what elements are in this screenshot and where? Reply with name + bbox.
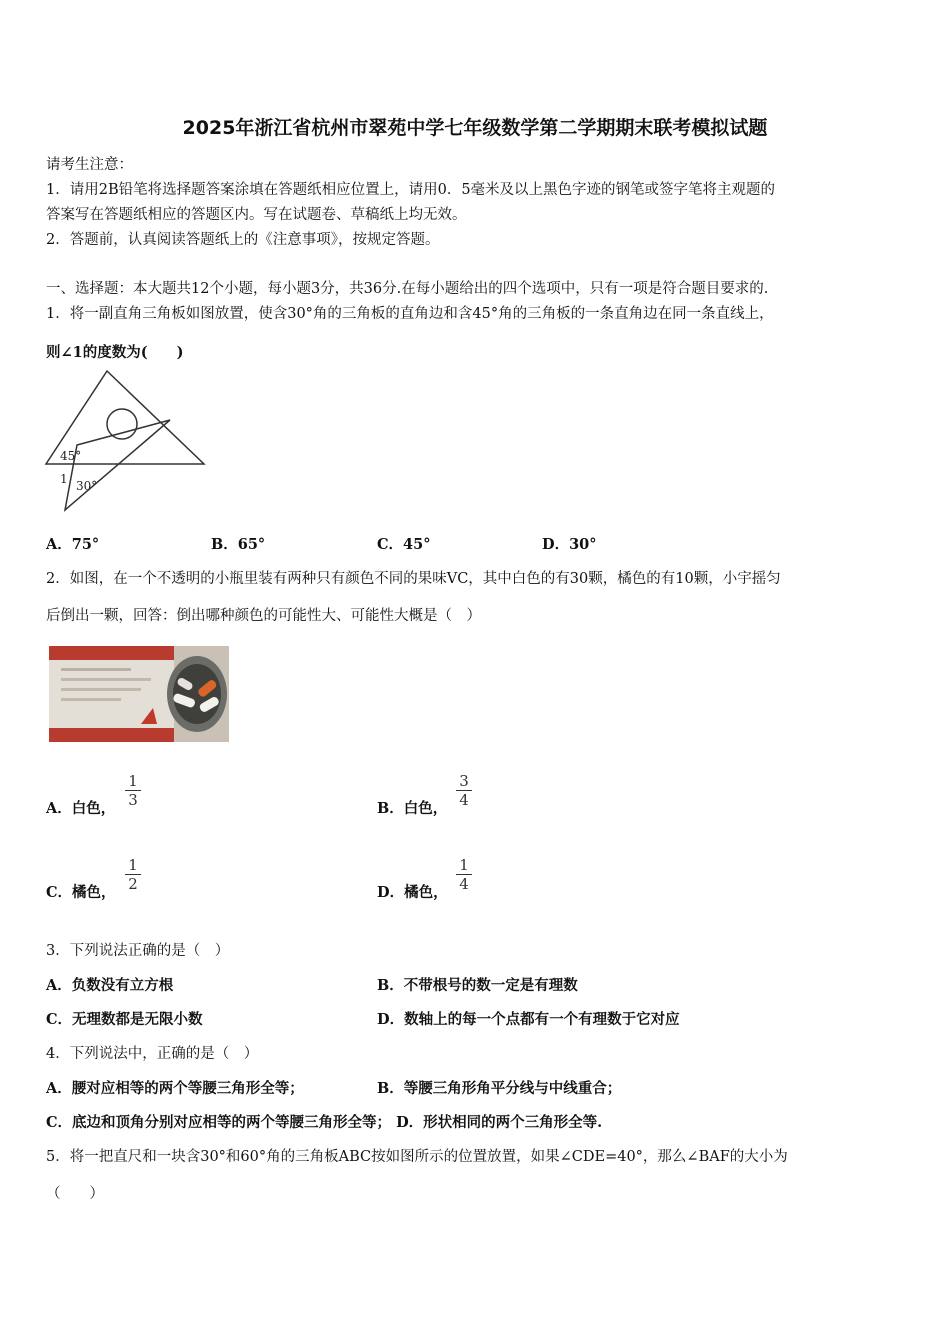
q1-triangle-figure bbox=[40, 365, 212, 515]
notice-line-2: 答案写在答题纸相应的答题区内。写在试题卷、草稿纸上均无效。 bbox=[46, 207, 467, 223]
q1-option-b: B．65° bbox=[211, 536, 266, 553]
notice-line-1: 1．请用2B铅笔将选择题答案涂填在答题纸相应位置上，请用0．5毫米及以上黑色字迹的钢笔或签字笔将主观题的 bbox=[46, 182, 776, 198]
fraction-denominator: 4 bbox=[459, 791, 469, 809]
section-heading: 一、选择题：本大题共12个小题，每小题3分，共36分.在每小题给出的四个选项中，只有一项是符合题目要求的. bbox=[46, 281, 769, 297]
q1-text-1: 1．将一副直角三角板如图放置，使含30°角的三角板的直角边和含45°角的三角板的一条直角边在同一条直线上， bbox=[46, 306, 774, 322]
q3-option-b: B．不带根号的数一定是有理数 bbox=[377, 977, 578, 994]
q2-text-1: 2．如图，在一个不透明的小瓶里装有两种只有颜色不同的果味VC，其中白色的有30颗，橘色的有10颗，小宇摇匀 bbox=[46, 571, 781, 587]
fraction-denominator: 4 bbox=[459, 875, 469, 893]
q1-option-d: D．30° bbox=[542, 536, 597, 553]
label-angle-1: 1 bbox=[60, 472, 68, 486]
q2-option-a-fraction bbox=[125, 772, 141, 809]
q2-bottle-photo bbox=[49, 646, 229, 742]
q2-option-d-fraction bbox=[456, 856, 472, 893]
q3-option-c: C．无理数都是无限小数 bbox=[46, 1011, 203, 1028]
q3-option-d: D．数轴上的每一个点都有一个有理数于它对应 bbox=[377, 1011, 680, 1028]
q1-option-a: A．75° bbox=[46, 536, 100, 553]
q2-option-c-fraction bbox=[125, 856, 141, 893]
q3-text: 3．下列说法正确的是（ ） bbox=[46, 943, 230, 959]
page-title: 2025年浙江省杭州市翠苑中学七年级数学第二学期期末联考模拟试题 bbox=[182, 117, 768, 139]
q2-option-b-fraction bbox=[456, 772, 472, 809]
q4-option-cd: C．底边和顶角分别对应相等的两个等腰三角形全等； D．形状相同的两个三角形全等. bbox=[46, 1114, 603, 1131]
q2-option-b-label: B．白色， bbox=[377, 800, 448, 817]
fraction-numerator: 3 bbox=[456, 772, 472, 791]
triangle-30 bbox=[65, 420, 170, 510]
fraction-denominator: 3 bbox=[128, 791, 138, 809]
circle-hole bbox=[107, 409, 137, 439]
q4-option-b: B．等腰三角形角平分线与中线重合； bbox=[377, 1080, 622, 1097]
q4-text: 4．下列说法中，正确的是（ ） bbox=[46, 1046, 259, 1062]
q4-option-a: A．腰对应相等的两个等腰三角形全等； bbox=[46, 1080, 304, 1097]
q2-option-c-label: C．橘色， bbox=[46, 884, 116, 901]
q1-option-c: C．45° bbox=[377, 536, 431, 553]
q5-text-1: 5．将一把直尺和一块含30°和60°角的三角板ABC按如图所示的位置放置，如果∠CDE=40°，那么∠BAF的大小为 bbox=[46, 1149, 788, 1165]
q3-option-a: A．负数没有立方根 bbox=[46, 977, 174, 994]
q1-text-2: 则∠1的度数为( ) bbox=[46, 344, 184, 361]
label-45: 45° bbox=[60, 449, 82, 463]
q2-option-d-label: D．橘色， bbox=[377, 884, 448, 901]
notice-line-3: 2．答题前，认真阅读答题纸上的《注意事项》，按规定答题。 bbox=[46, 232, 440, 248]
notice-heading: 请考生注意： bbox=[46, 157, 133, 173]
fraction-numerator: 1 bbox=[456, 856, 472, 875]
fraction-numerator: 1 bbox=[125, 856, 141, 875]
fraction-numerator: 1 bbox=[125, 772, 141, 791]
q2-text-2: 后倒出一颗，回答：倒出哪种颜色的可能性大、可能性大概是（ ） bbox=[46, 608, 481, 624]
q2-option-a-label: A．白色， bbox=[46, 800, 116, 817]
fraction-denominator: 2 bbox=[128, 875, 138, 893]
label-30: 30° bbox=[76, 479, 98, 493]
q5-text-2: （ ） bbox=[46, 1186, 104, 1202]
